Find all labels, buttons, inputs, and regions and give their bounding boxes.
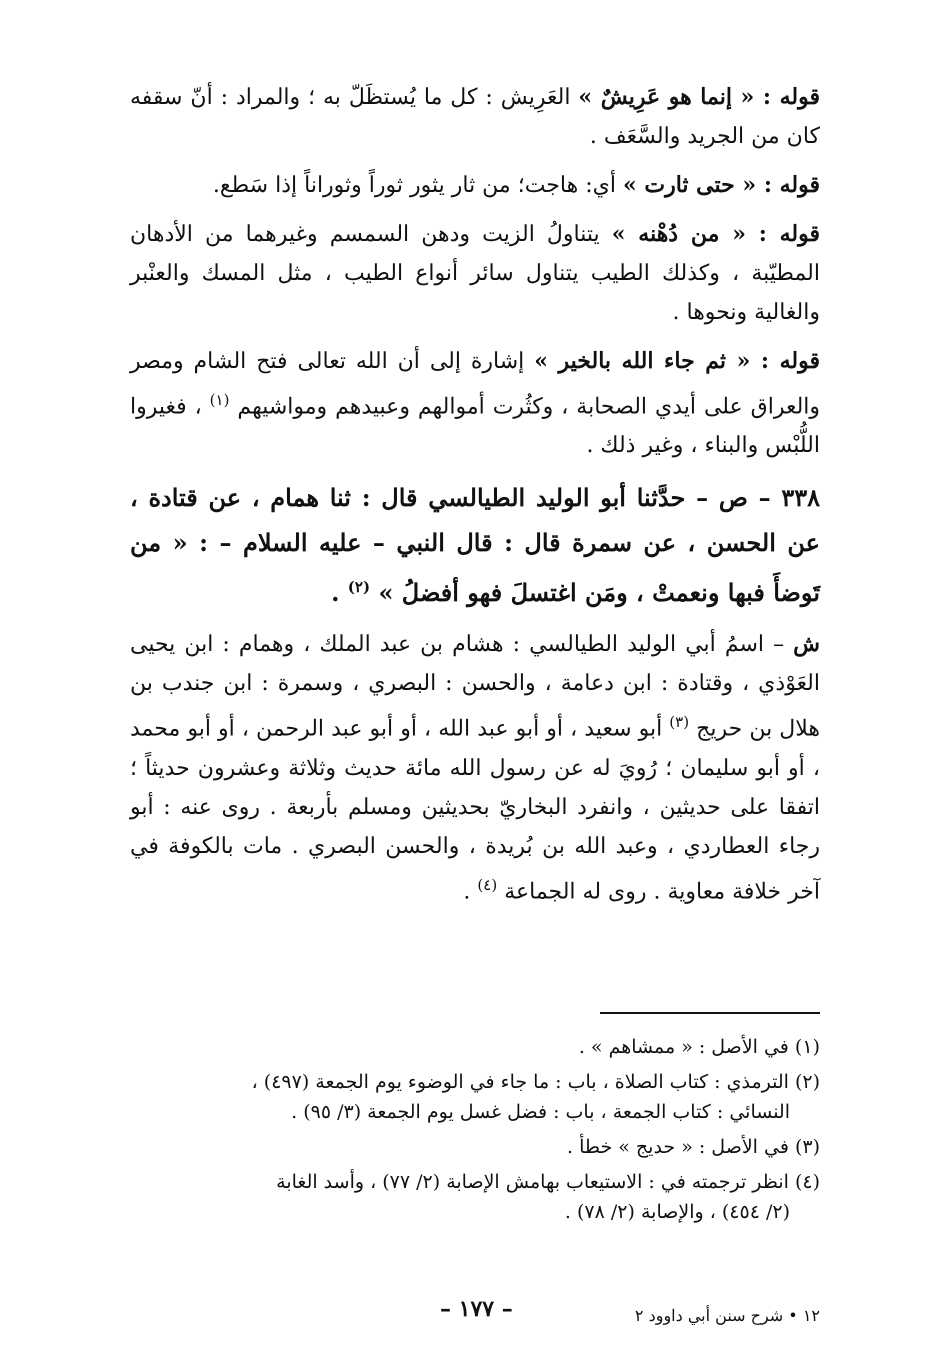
footnote-1-line-1: (١) في الأصل : « ممشاهم » . [578, 1036, 820, 1058]
footnote-separator [600, 1012, 820, 1014]
hadith-tail: . [331, 578, 348, 608]
footnote-3 [130, 1132, 820, 1162]
footnote-ref-2: (٢) [347, 578, 371, 597]
commentary-lead: ش [793, 631, 820, 658]
commentary-tail: . [463, 878, 478, 904]
signature-mark: ١٢ • شرح سنن أبي داوود ٢ [634, 1306, 820, 1325]
footnote-3-line-1: (٣) في الأصل : « حديج » خطأ . [566, 1136, 820, 1158]
footnote-4 [130, 1167, 820, 1227]
commentary-body: – اسمُ أبي الوليد الطيالسي : هشام بن عبد الملك ، وهمام : ابن يحيى العَوْذي ، وقتادة : ابن دعامة ، والحسن : البصري ، وسمرة : ابن جندب بن هلال بن حريج [130, 632, 820, 742]
paragraph-3-lead: قوله : « من دُهْنه » [611, 221, 820, 247]
footnote-2 [130, 1067, 820, 1127]
footnotes [130, 1032, 820, 1232]
page-number: – ١٧٧ – [440, 1296, 513, 1322]
paragraph-1 [130, 78, 820, 156]
footnote-2-line-2: النسائي : كتاب الجمعة ، باب : فضل غسل يوم الجمعة (٣/ ٩٥) . [291, 1101, 790, 1123]
paragraph-1-body: العَرِيش : كل ما يُستظَلّ به ؛ والمراد : أنّ سقفه كان من الجريد والسَّعَف . [130, 85, 820, 149]
paragraph-4-tail: ، فغيروا اللُّبْس والبناء ، وغير ذلك . [130, 394, 820, 459]
hadith-body: ٣٣٨ – ص – حدَّثنا أبو الوليد الطيالسي قال : ثنا همام ، عن قتادة ، عن الحسن ، عن سمرة قال : قال النبي – عليه السلام – : « من تَوضأَ فبها ونعمتْ ، ومَن اغتسلَ فهو أفضلُ » [130, 483, 820, 608]
main-text [130, 78, 820, 921]
footnote-ref-3: (٣) [669, 713, 690, 732]
paragraph-4-lead: قوله : « ثم جاء الله بالخير » [534, 348, 820, 374]
paragraph-2-body: أي: هاجت؛ من ثار يثور ثوراً وثوراناً إذا سَطع. [212, 173, 623, 198]
footnote-ref-1: (١) [209, 391, 230, 409]
commentary-body-2: أبو سعيد ، أو أبو عبد الله ، أو أبو عبد الرحمن ، أو أبو محمد ، أو أبو سليمان ؛ رُويَ له عن رسول الله مائة حديث وثلاثة وعشرون حديثاً ؛ اتفقا على حديثين ، وانفرد البخاريّ بحديثين ومسلم بأربعة . روى عنه : أبو رجاء العطاردي ، وعبد الله بن بُريدة ، والحسن البصري . مات بالكوفة في آخر خلافة معاوية . روى له الجماعة [130, 716, 820, 904]
footnote-4-line-1: (٤) انظر ترجمته في : الاستيعاب بهامش الإصابة (٢/ ٧٧) ، وأسد الغابة [276, 1171, 820, 1193]
paragraph-3-body: يتناولُ الزيت ودهن السمسم وغيرهما من الأدهان المطيّبة ، وكذلك الطيب يتناول سائر أنواع الطيب ، مثل المسك والعنْبر والغالية ونحوها . [130, 222, 820, 325]
paragraph-3 [130, 215, 820, 332]
hadith-text [130, 475, 820, 615]
paragraph-4 [130, 342, 820, 465]
footnote-1 [130, 1032, 820, 1062]
footnote-4-line-2: (٢/ ٤٥٤) ، والإصابة (٢/ ٧٨) . [564, 1201, 790, 1223]
paragraph-2-lead: قوله : « حتى ثارت » [622, 172, 820, 198]
paragraph-2 [130, 166, 820, 205]
commentary [130, 625, 820, 911]
footnote-2-line-1: (٢) الترمذي : كتاب الصلاة ، باب : ما جاء في الوضوء يوم الجمعة (٤٩٧) ، [251, 1071, 820, 1093]
paragraph-4-body: إشارة إلى أن الله تعالى فتح الشام ومصر والعراق على أيدي الصحابة ، وكثُرت أموالهم وعبيدهم ومواشيهم [130, 349, 821, 420]
footnote-ref-4: (٤) [477, 875, 498, 894]
paragraph-1-lead: قوله : « إنما هو عَرِيشٌ » [578, 84, 820, 110]
